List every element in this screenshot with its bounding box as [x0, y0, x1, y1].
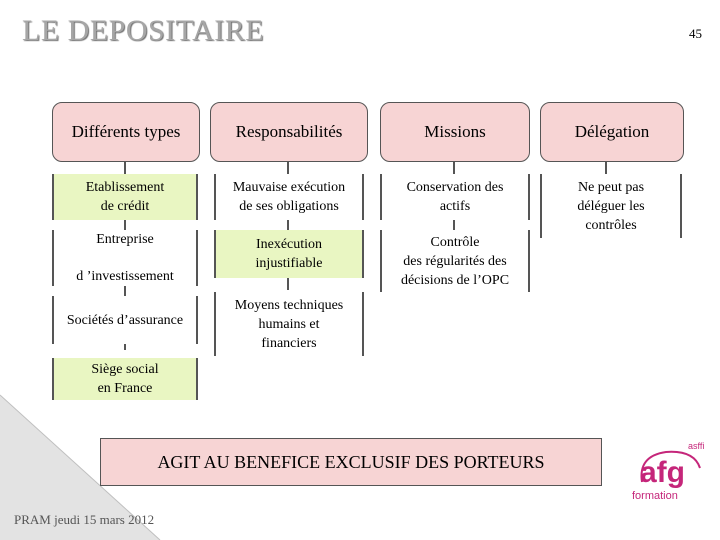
mission-cell	[380, 230, 530, 292]
column-line-delegation	[605, 160, 607, 174]
cell-line: d ’investissement	[76, 269, 174, 284]
logo-brand-text: afg	[640, 456, 685, 489]
cell-line: Entreprise	[96, 232, 154, 247]
responsabilite-cell	[214, 292, 364, 356]
logo-top-text: asffi	[688, 441, 705, 451]
type-cell	[52, 296, 198, 344]
slide-title: LE DEPOSITAIRE	[22, 14, 265, 47]
cell-line: Siège social	[91, 362, 159, 377]
responsabilite-cell	[214, 230, 364, 278]
cell-line: Moyens techniques	[234, 297, 344, 313]
header-delegation	[540, 102, 684, 162]
cell-line: de crédit	[100, 199, 150, 214]
cell-line: Ne peut pas	[577, 179, 645, 195]
header-label: Missions	[424, 122, 486, 141]
cell-line: Mauvaise exécution	[232, 180, 346, 195]
cell-line: financiers	[261, 335, 317, 351]
header-responsabilites	[210, 102, 368, 162]
footer-date: PRAM jeudi 15 mars 2012	[14, 512, 155, 527]
cell-line: des régularités des	[403, 253, 507, 269]
header-missions	[380, 102, 530, 162]
cell-line: de ses obligations	[239, 199, 339, 214]
header-label: Responsabilités	[235, 122, 343, 141]
responsabilite-cell	[214, 174, 364, 220]
type-cell	[52, 174, 198, 220]
cell-line: humains et	[258, 316, 320, 332]
cell-line: injustifiable	[255, 256, 323, 271]
cell-line: Etablissement	[85, 180, 165, 195]
cell-line: déléguer les	[577, 198, 645, 214]
exclusive-benefit-banner	[100, 438, 602, 486]
mission-cell	[380, 174, 530, 220]
afg-formation-logo	[630, 438, 710, 504]
page-number: 45	[689, 26, 702, 41]
cell-line: actifs	[439, 199, 471, 214]
cell-line: Contrôle	[430, 234, 480, 250]
logo-bottom-text: formation	[632, 490, 678, 502]
cell-line: Sociétés d’assurance	[66, 312, 184, 328]
header-label: Délégation	[574, 122, 650, 141]
cell-line: décisions de l’OPC	[400, 272, 510, 288]
delegation-cell	[540, 174, 682, 238]
header-label: Différents types	[71, 122, 181, 141]
header-types	[52, 102, 200, 162]
cell-line: contrôles	[585, 217, 637, 233]
cell-line: en France	[97, 381, 153, 396]
cell-line: Inexécution	[255, 237, 323, 252]
cell-line: Conservation des	[406, 180, 504, 195]
type-cell	[52, 358, 198, 400]
type-cell	[52, 230, 198, 286]
banner-text: AGIT AU BENEFICE EXCLUSIF DES PORTEURS	[157, 451, 545, 472]
